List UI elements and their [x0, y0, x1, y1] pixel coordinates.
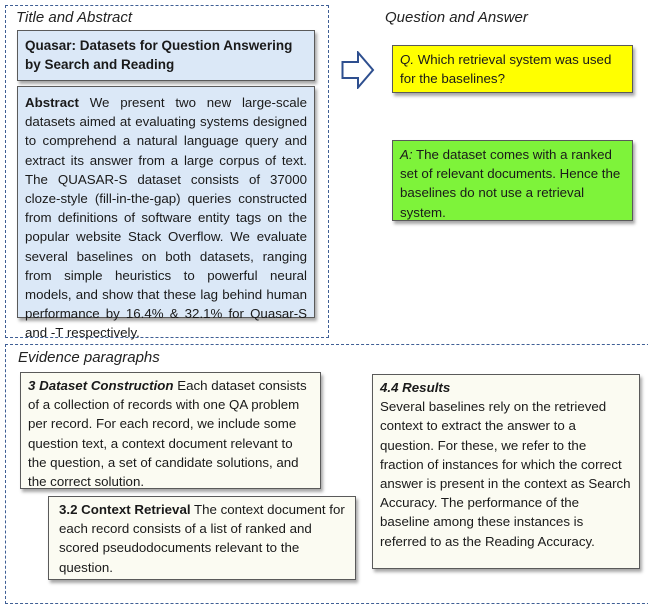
evidence-heading: 3.2 Context Retrieval [59, 502, 191, 517]
evidence-label: Evidence paragraphs [18, 349, 160, 366]
answer-box [392, 140, 633, 221]
evidence-text: The context document for each record consists of a list of ranked and scored pseudodocuments relevant to the question. [59, 502, 345, 575]
qa-label: Question and Answer [385, 9, 528, 26]
evidence-text: Each dataset consists of a collection of records with one QA problem per record. For each record, we include some question text, a context document relevant to the question, a set of candidate solutions, and the correct solution. [28, 378, 307, 490]
question-box [392, 45, 633, 93]
abstract-box [17, 86, 315, 341]
title-abstract-label: Title and Abstract [16, 9, 133, 26]
evidence-heading: 3 Dataset Construction [28, 378, 174, 393]
abstract-text: We present two new large-scale datasets aimed at evaluating systems designed to comprehend a natural language query and extract its answer from a large corpus of text. The QUASAR-S dataset consists of 37000 cloze-style (fill-in-the-gap) queries constructed from definitions of software entity tags on the popular website Stack Overflow. We evaluate several baselines on both datasets, ranging from simple heuristics to powerful neural models, and show that these lag behind human performance by 16.4% & 32.1% for Quasar-S and -T respectively. [25, 95, 307, 341]
question-text: Which retrieval system was used for the baselines? [400, 52, 612, 87]
evidence-text: Several baselines rely on the retrieved context to extract the answer to a question. For these, we refer to the fraction of instances for which the correct answer is present in the context as Search Accuracy. The performance of the baseline among these instances is referred to as the Reading Accuracy. [380, 399, 631, 549]
paper-title: Quasar: Datasets for Question Answering by Search and Reading [25, 38, 293, 72]
question-prefix: Q. [400, 52, 415, 67]
abstract-label: Abstract [25, 95, 79, 110]
paper-title-box [17, 30, 315, 81]
evidence-paragraph-dataset-construction [20, 372, 321, 489]
right-arrow-icon [341, 51, 375, 89]
evidence-heading: 4.4 Results [380, 380, 451, 395]
answer-prefix: A: [400, 147, 413, 162]
evidence-paragraph-context-retrieval [48, 496, 356, 580]
answer-text: The dataset comes with a ranked set of relevant documents. Hence the baselines do not use a retrieval system. [400, 147, 621, 220]
evidence-paragraph-results [372, 374, 640, 569]
